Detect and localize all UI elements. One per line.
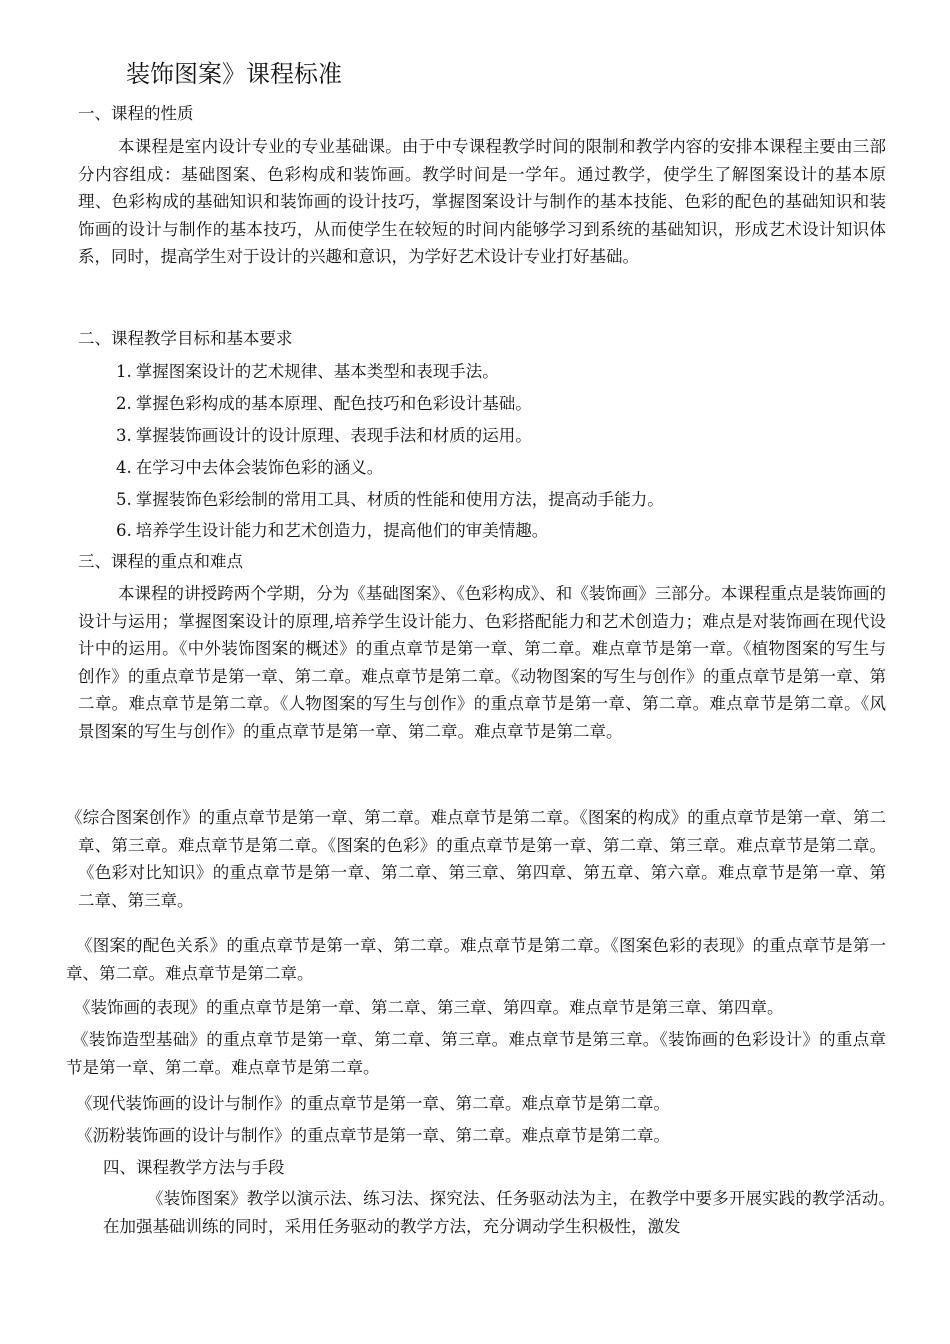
goal-item: 4. 在学习中去体会装饰色彩的涵义。 bbox=[116, 458, 384, 477]
goal-item: 6. 培养学生设计能力和艺术创造力，提高他们的审美情趣。 bbox=[116, 521, 549, 540]
section-heading-goals: 二、课程教学目标和基本要求 bbox=[78, 329, 293, 348]
section-body-nature: 本课程是室内设计专业的专业基础课。由于中专课程教学时间的限制和教学内容的安排本课程主要由三部分内容组成：基础图案、色彩构成和装饰画。教学时间是一学年。通过教学，使学生了解图案设计的基本原理、色彩构成的基础知识和装饰画的设计技巧，掌握图案设计与制作的基本技能、色彩的配色的基础知识和装饰画的设计与制作的基本技巧，从而使学生在较短的时间内能够学习到系统的基础知识，形成艺术设计知识体系，同时，提高学生对于设计的兴趣和意识，为学好艺术设计专业打好基础。 bbox=[78, 137, 886, 267]
section-heading-key-points: 三、课程的重点和难点 bbox=[78, 552, 243, 571]
key-points-paragraph: 《装饰造型基础》的重点章节是第一章、第二章、第三章。难点章节是第三章。《装饰画的色彩设计》的重点章节是第一章、第二章。难点章节是第二章。 bbox=[66, 1030, 886, 1077]
goal-item: 1. 掌握图案设计的艺术规律、基本类型和表现手法。 bbox=[116, 362, 499, 381]
section-heading-nature: 一、课程的性质 bbox=[78, 104, 194, 123]
key-points-paragraph: 《图案的配色关系》的重点章节是第一章、第二章。难点章节是第二章。《图案色彩的表现》的重点章节是第一章、第二章。难点章节是第二章。 bbox=[66, 936, 886, 983]
key-points-paragraph: 《装饰画的表现》的重点章节是第一章、第二章、第三章、第四章。难点章节是第三章、第四章。 bbox=[74, 998, 784, 1017]
goal-item: 2. 掌握色彩构成的基本原理、配色技巧和色彩设计基础。 bbox=[116, 394, 532, 413]
goal-item: 3. 掌握装饰画设计的设计原理、表现手法和材质的运用。 bbox=[116, 426, 532, 445]
section-body-methods: 《装饰图案》教学以演示法、练习法、探究法、任务驱动法为主，在教学中要多开展实践的教学活动。在加强基础训练的同时，采用任务驱动的教学方法，充分调动学生积极性，激发 bbox=[103, 1189, 895, 1236]
section-heading-methods: 四、课程教学方法与手段 bbox=[103, 1158, 285, 1177]
key-points-paragraph: 《沥粉装饰画的设计与制作》的重点章节是第一章、第二章。难点章节是第二章。 bbox=[76, 1126, 670, 1145]
key-points-paragraph: 《综合图案创作》的重点章节是第一章、第二章。难点章节是第二章。《图案的构成》的重点章节是第一章、第二章、第三章。难点章节是第二章。《图案的色彩》的重点章节是第一章、第二章、第三章。难点章节是第二章。《色彩对比知识》的重点章节是第一章、第二章、第三章、第四章、第五章、第六章。难点章节是第一章、第二章、第三章。 bbox=[66, 808, 886, 910]
goal-item: 5. 掌握装饰色彩绘制的常用工具、材质的性能和使用方法，提高动手能力。 bbox=[116, 490, 664, 509]
document-title: 装饰图案》课程标准 bbox=[126, 60, 342, 88]
key-points-paragraph: 《现代装饰画的设计与制作》的重点章节是第一章、第二章。难点章节是第二章。 bbox=[76, 1094, 670, 1113]
key-points-paragraph: 本课程的讲授跨两个学期，分为《基础图案》、《色彩构成》、和《装饰画》三部分。本课程重点是装饰画的设计与运用；掌握图案设计的原理,培养学生设计能力、色彩搭配能力和艺术创造力；难点是对装饰画在现代设计中的运用。《中外装饰图案的概述》的重点章节是第一章、第二章。难点章节是第一章。《植物图案的写生与创作》的重点章节是第一章、第二章。难点章节是第二章。《动物图案的写生与创作》的重点章节是第一章、第二章。难点章节是第二章。《人物图案的写生与创作》的重点章节是第一章、第二章。难点章节是第二章。《风景图案的写生与创作》的重点章节是第一章、第二章。难点章节是第二章。 bbox=[78, 584, 886, 741]
